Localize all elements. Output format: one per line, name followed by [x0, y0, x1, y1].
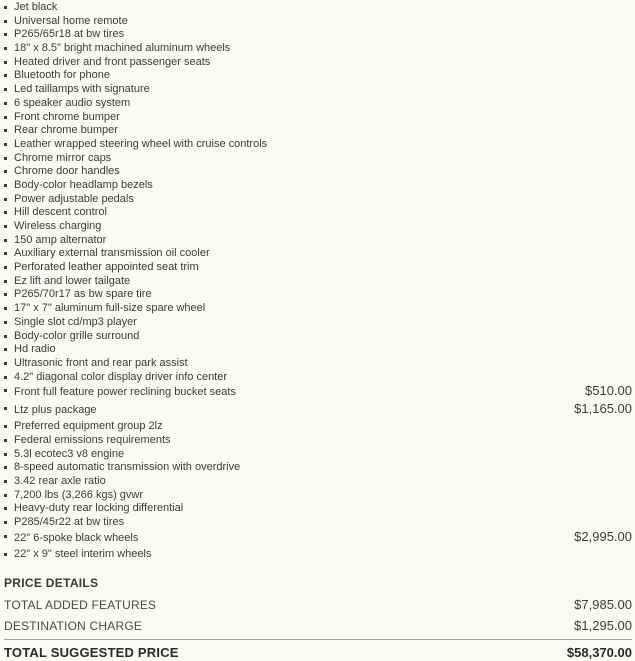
- feature-label: Ez lift and lower tailgate: [14, 274, 131, 287]
- feature-label: 17" x 7" aluminum full-size spare wheel: [14, 302, 206, 315]
- feature-label: Chrome mirror caps: [14, 151, 112, 164]
- bullet-icon: [4, 74, 7, 77]
- feature-row: [4, 83, 632, 97]
- destination-charge-amount: $1,295.00: [574, 618, 632, 634]
- feature-label: Body-color grille surround: [14, 329, 140, 342]
- total-suggested-price-amount: $58,370.00: [566, 645, 632, 661]
- feature-label: Single slot cd/mp3 player: [14, 315, 137, 328]
- price-details-heading: PRICE DETAILS: [4, 576, 99, 591]
- total-added-features-label: TOTAL ADDED FEATURES: [4, 598, 157, 613]
- feature-row: [4, 475, 632, 489]
- bullet-icon: [4, 225, 7, 228]
- bullet-icon: [4, 348, 7, 351]
- feature-label: 22" 6-spoke black wheels: [14, 531, 139, 544]
- feature-row: [4, 179, 632, 193]
- feature-label: 7,200 lbs (3,266 kgs) gvwr: [14, 488, 144, 501]
- destination-charge-row: [4, 618, 632, 639]
- feature-label: 4.2" diagonal color display driver info center: [14, 370, 228, 383]
- feature-label: P265/65r18 at bw tires: [14, 28, 125, 41]
- feature-label: Front chrome bumper: [14, 110, 120, 123]
- total-added-features-row: [4, 597, 632, 618]
- feature-row: [4, 124, 632, 138]
- bullet-icon: [4, 362, 7, 365]
- bullet-icon: [4, 376, 7, 379]
- total-suggested-price-row: [4, 639, 632, 660]
- feature-label: Hill descent control: [14, 206, 107, 219]
- destination-charge-label: DESTINATION CHARGE: [4, 619, 143, 634]
- feature-label: 22" x 9" steel interim wheels: [14, 547, 152, 560]
- bullet-icon: [4, 47, 7, 50]
- feature-label: Ultrasonic front and rear park assist: [14, 356, 188, 369]
- feature-label: Universal home remote: [14, 14, 128, 27]
- bullet-icon: [4, 407, 7, 410]
- feature-label: 8-speed automatic transmission with overdrive: [14, 461, 241, 474]
- bullet-icon: [4, 239, 7, 242]
- feature-row: [4, 548, 632, 562]
- bullet-icon: [4, 129, 7, 132]
- feature-row: [4, 275, 632, 289]
- bullet-icon: [4, 211, 7, 214]
- feature-row: [4, 448, 632, 462]
- bullet-icon: [4, 143, 7, 146]
- feature-label: Power adjustable pedals: [14, 192, 134, 205]
- feature-label: Led taillamps with signature: [14, 83, 150, 96]
- bullet-icon: [4, 480, 7, 483]
- bullet-icon: [4, 494, 7, 497]
- feature-row: [4, 165, 632, 179]
- feature-row: [4, 288, 632, 302]
- feature-row: [4, 220, 632, 234]
- feature-label: Heavy-duty rear locking differential: [14, 502, 184, 515]
- feature-row: [4, 97, 632, 111]
- feature-row: [4, 247, 632, 261]
- feature-row: [4, 420, 632, 434]
- feature-label: 150 amp alternator: [14, 233, 107, 246]
- feature-row: [4, 330, 632, 344]
- feature-label: Rear chrome bumper: [14, 124, 118, 137]
- feature-row: [4, 15, 632, 29]
- feature-row: [4, 530, 632, 548]
- feature-row: [4, 343, 632, 357]
- bullet-icon: [4, 293, 7, 296]
- bullet-icon: [4, 102, 7, 105]
- feature-label: P265/70r17 as bw spare tire: [14, 288, 152, 301]
- feature-label: P285/45r22 at bw tires: [14, 516, 125, 529]
- feature-list: [4, 1, 632, 561]
- feature-row: [4, 371, 632, 385]
- feature-label: Jet black: [14, 1, 58, 13]
- feature-row: [4, 357, 632, 371]
- bullet-icon: [4, 507, 7, 510]
- bullet-icon: [4, 453, 7, 456]
- bullet-icon: [4, 116, 7, 119]
- bullet-icon: [4, 88, 7, 91]
- feature-label: 5.3l ecotec3 v8 engine: [14, 447, 125, 460]
- feature-label: Hd radio: [14, 343, 56, 356]
- bullet-icon: [4, 266, 7, 269]
- bullet-icon: [4, 321, 7, 324]
- bullet-icon: [4, 252, 7, 255]
- feature-row: [4, 206, 632, 220]
- feature-label: Body-color headlamp bezels: [14, 178, 153, 191]
- feature-row: [4, 138, 632, 152]
- bullet-icon: [4, 389, 7, 392]
- feature-row: [4, 28, 632, 42]
- feature-label: Auxiliary external transmission oil cooler: [14, 247, 210, 260]
- feature-row: [4, 56, 632, 70]
- feature-row: [4, 302, 632, 316]
- total-suggested-price-label: TOTAL SUGGESTED PRICE: [4, 645, 179, 661]
- feature-label: Preferred equipment group 2lz: [14, 420, 163, 433]
- feature-row: [4, 402, 632, 420]
- bullet-icon: [4, 307, 7, 310]
- bullet-icon: [4, 280, 7, 283]
- feature-label: Federal emissions requirements: [14, 433, 171, 446]
- feature-price: $2,995.00: [574, 528, 632, 544]
- bullet-icon: [4, 198, 7, 201]
- feature-row: [4, 152, 632, 166]
- feature-row: [4, 489, 632, 503]
- feature-label: 3.42 rear axle ratio: [14, 475, 106, 487]
- bullet-icon: [4, 170, 7, 173]
- feature-row: [4, 516, 632, 530]
- feature-row: [4, 111, 632, 125]
- feature-row: [4, 384, 632, 402]
- bullet-icon: [4, 335, 7, 338]
- feature-label: Front full feature power reclining bucket seats: [14, 386, 236, 399]
- feature-label: Wireless charging: [14, 220, 102, 232]
- bullet-icon: [4, 6, 7, 9]
- feature-row: [4, 461, 632, 475]
- bullet-icon: [4, 20, 7, 23]
- bullet-icon: [4, 425, 7, 428]
- feature-row: [4, 42, 632, 56]
- feature-row: [4, 69, 632, 83]
- feature-price: $510.00: [585, 383, 632, 399]
- feature-row: [4, 234, 632, 248]
- feature-label: 18" x 8.5" bright machined aluminum wheels: [14, 42, 231, 55]
- feature-label: 6 speaker audio system: [14, 96, 131, 109]
- feature-row: [4, 261, 632, 275]
- feature-price: $1,165.00: [574, 401, 632, 417]
- price-details-section: [4, 576, 632, 660]
- feature-row: [4, 316, 632, 330]
- bullet-icon: [4, 33, 7, 36]
- bullet-icon: [4, 157, 7, 160]
- feature-label: Heated driver and front passenger seats: [14, 55, 211, 68]
- total-added-features-amount: $7,985.00: [574, 597, 632, 613]
- feature-label: Bluetooth for phone: [14, 69, 111, 82]
- bullet-icon: [4, 439, 7, 442]
- feature-row: [4, 502, 632, 516]
- feature-label: Perforated leather appointed seat trim: [14, 261, 199, 274]
- bullet-icon: [4, 535, 7, 538]
- feature-label: Ltz plus package: [14, 404, 97, 417]
- feature-row: [4, 1, 632, 15]
- feature-label: Leather wrapped steering wheel with cruise controls: [14, 137, 268, 150]
- bullet-icon: [4, 61, 7, 64]
- feature-row: [4, 193, 632, 207]
- feature-row: [4, 434, 632, 448]
- bullet-icon: [4, 466, 7, 469]
- feature-label: Chrome door handles: [14, 165, 120, 178]
- bullet-icon: [4, 521, 7, 524]
- bullet-icon: [4, 553, 7, 556]
- bullet-icon: [4, 184, 7, 187]
